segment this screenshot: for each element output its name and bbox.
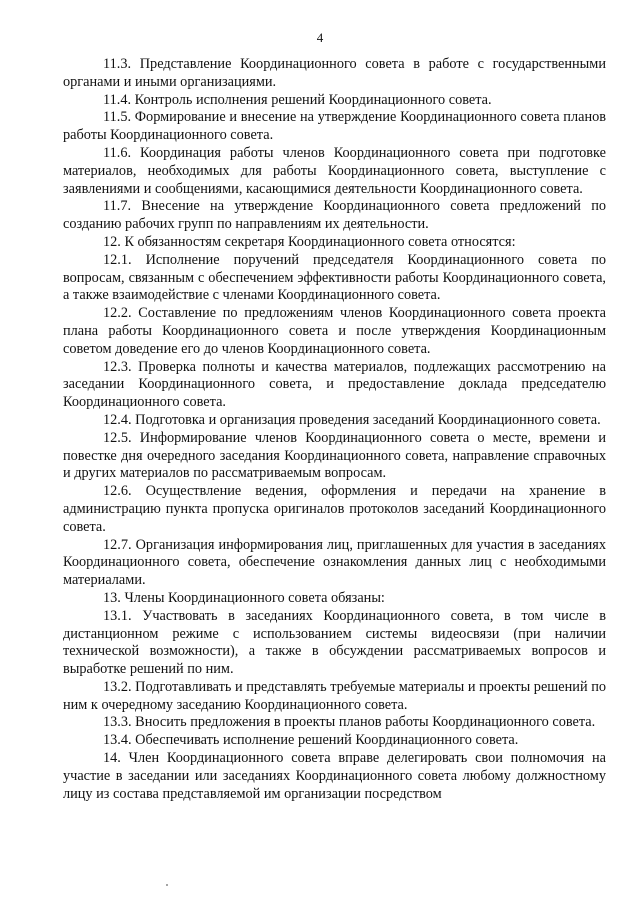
paragraph-13: 13. Члены Координационного совета обязаны: <box>103 589 385 606</box>
paragraph-13-3: 13.3. Вносить предложения в проекты планов работы Координационного совета. <box>103 714 596 731</box>
paragraph-11-5: 11.5. Формирование и внесение на утверждение Координационного совета планов работы Координационного совета. <box>63 109 606 144</box>
paragraph-11-3: 11.3. Представление Координационного совета в работе с государственными органами и иными организациями. <box>63 56 606 90</box>
paragraph-13-2: 13.2. Подготавливать и представлять требуемые материалы и проекты решений по ним к очередному заседанию Координационного совета. <box>63 678 606 713</box>
paragraph-12-7: 12.7. Организация информирования лиц, приглашенных для участия в заседаниях Координационного совета, обеспечение ознакомления данных лиц с необходимыми материалами. <box>63 536 606 589</box>
paragraph-12-6: 12.6. Осуществление ведения, оформления и передачи на хранение в администрацию пункта пропуска оригиналов протоколов заседаний Координационного совета. <box>63 483 606 535</box>
paragraph-12: 12. К обязанностям секретаря Координационного совета относятся: <box>103 233 516 250</box>
paragraph-11-6: 11.6. Координация работы членов Координационного совета при подготовке материалов, необходимых для работы Координационного совета, выступление с заявлениями и сообщениями, касающимися деятельности Координационного совета. <box>63 144 606 197</box>
page-number: 4 <box>316 30 324 45</box>
paragraph-11-4: 11.4. Контроль исполнения решений Координационного совета. <box>103 91 492 108</box>
paragraph-13-4: 13.4. Обеспечивать исполнение решений Координационного совета. <box>103 732 519 749</box>
paragraph-12-1: 12.1. Исполнение поручений председателя Координационного совета по вопросам, связанным с обеспечением эффективности работы Координационного совета, а также взаимодействие с членами Координационного совета. <box>63 251 606 304</box>
paragraph-14: 14. Член Координационного совета вправе делегировать свои полномочия на участие в заседании или заседаниях Координационного совета любому должностному лицу из состава представляемой им организации посредством <box>63 750 606 802</box>
paragraph-12-5: 12.5. Информирование членов Координационного совета о месте, времени и повестке дня очередного заседания Координационного совета, направление справочных и других материалов по рассматриваемым вопросам. <box>63 429 606 482</box>
document-body <box>63 56 606 803</box>
paragraph-11-7: 11.7. Внесение на утверждение Координационного совета предложений по созданию рабочих групп по направлениям их деятельности. <box>63 198 606 233</box>
paragraph-12-3: 12.3. Проверка полноты и качества материалов, подлежащих рассмотрению на заседании Координационного совета, и предоставление доклада председателю Координационного совета. <box>63 358 606 411</box>
paragraph-13-1: 13.1. Участвовать в заседаниях Координационного совета, в том числе в дистанционном режиме с использованием системы видеосвязи (при наличии технической возможности), а также в обсуждении рассматриваемых вопросов и выработке решений по ним. <box>63 607 606 678</box>
paragraph-12-4: 12.4. Подготовка и организация проведения заседаний Координационного совета. <box>103 411 601 428</box>
scan-speck <box>166 884 168 886</box>
paragraph-12-2: 12.2. Составление по предложениям членов Координационного совета проекта плана работы Координационного совета и после утверждения Координационным советом доведение его до членов Координационного совета. <box>63 305 606 357</box>
